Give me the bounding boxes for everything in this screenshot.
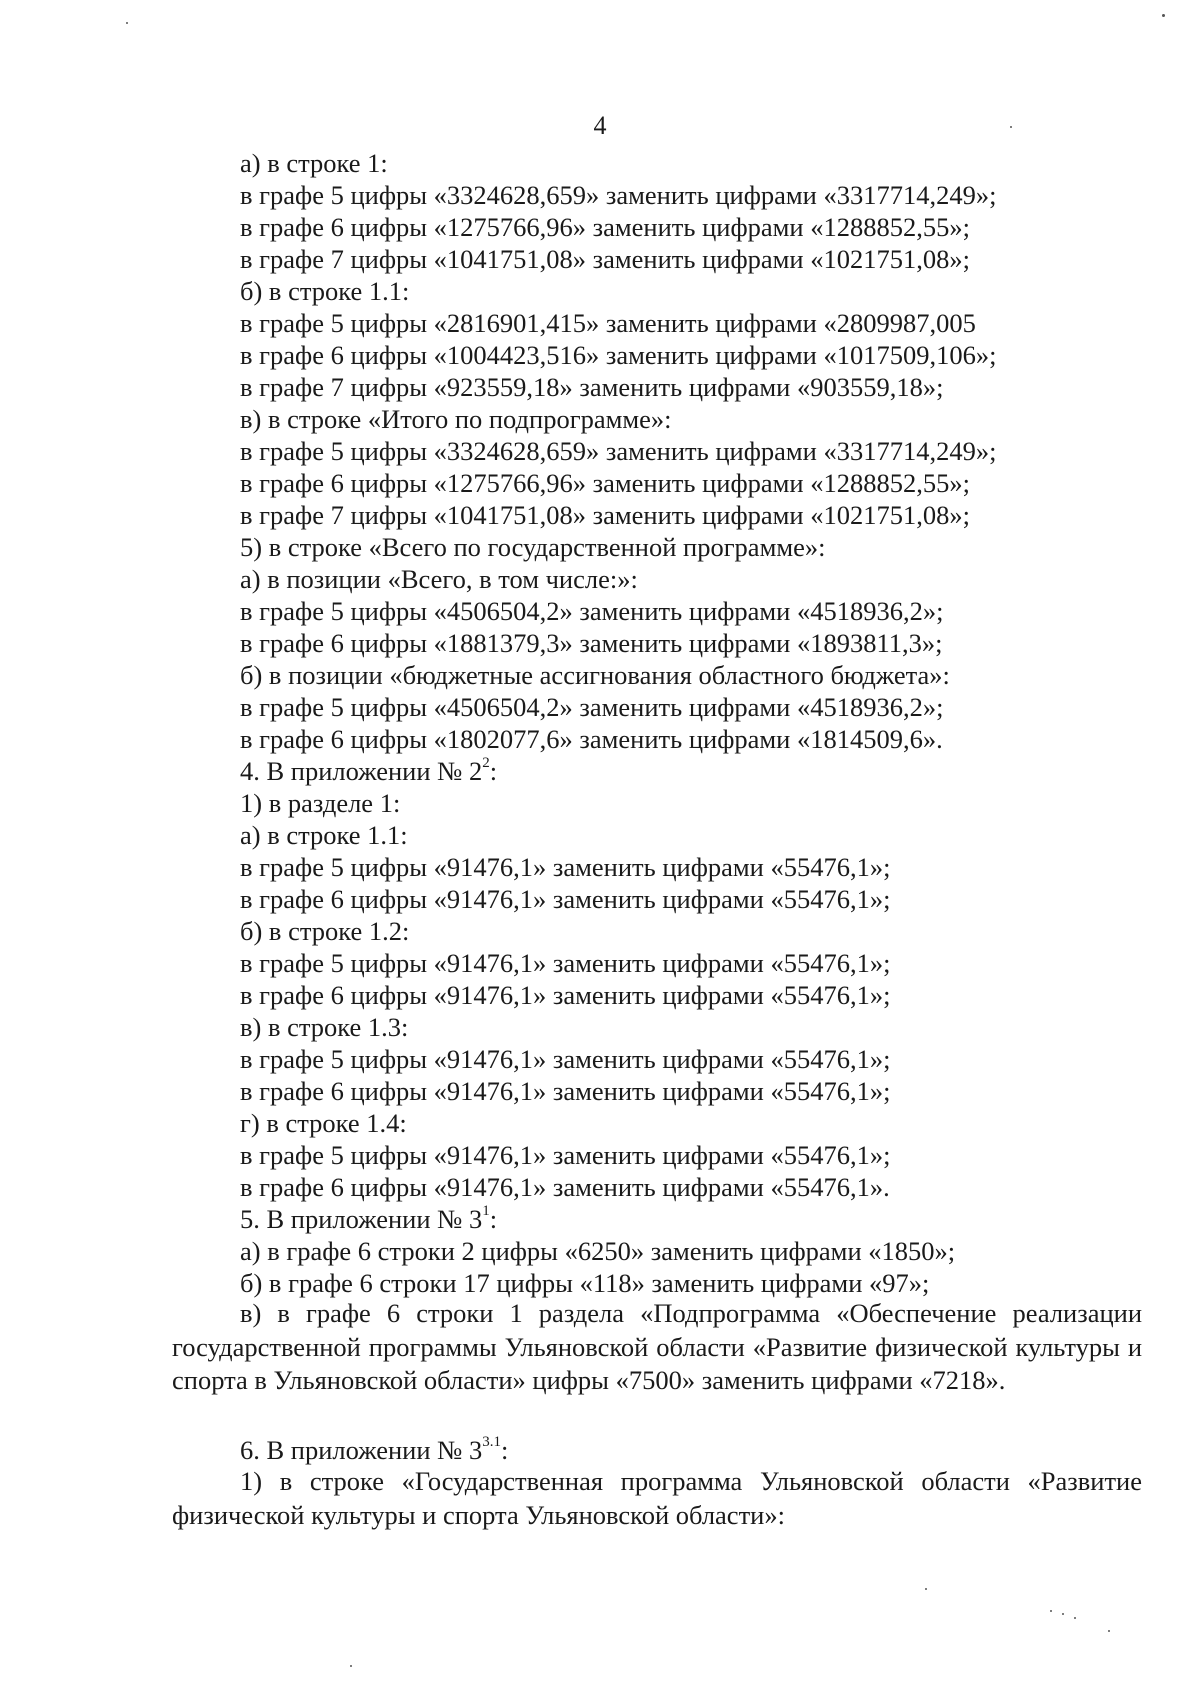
page-number: 4: [593, 111, 607, 140]
appendix-3-1-text: 6. В приложении № 3: [240, 1435, 483, 1465]
scan-speck: [1062, 1613, 1064, 1615]
text-line: а) в позиции «Всего, в том числе:»:: [240, 564, 638, 594]
colon: :: [489, 756, 498, 786]
appendix-2-line: [240, 755, 497, 787]
text-line: в графе 6 цифры «91476,1» заменить цифрами «55476,1».: [240, 1172, 890, 1202]
text-line: в графе 6 цифры «1275766,96» заменить цифрами «1288852,55»;: [240, 212, 970, 242]
text-line: в графе 6 цифры «91476,1» заменить цифрами «55476,1»;: [240, 884, 891, 914]
text-line: б) в строке 1.1:: [240, 276, 410, 306]
text-line: г) в строке 1.4:: [240, 1108, 407, 1138]
text-line: 5) в строке «Всего по государственной программе»:: [240, 532, 826, 562]
text-line: в графе 7 цифры «923559,18» заменить цифрами «903559,18»;: [240, 372, 944, 402]
text-line: в графе 6 цифры «1802077,6» заменить цифрами «1814509,6».: [240, 724, 943, 754]
scan-speck: [1050, 1610, 1052, 1612]
text-line: в графе 5 цифры «3324628,659» заменить цифрами «3317714,249»;: [240, 180, 997, 210]
text-line: в графе 5 цифры «91476,1» заменить цифрами «55476,1»;: [240, 1140, 891, 1170]
text-line: в графе 6 цифры «1004423,516» заменить цифрами «1017509,106»;: [240, 340, 997, 370]
scan-speck: [1108, 1630, 1110, 1632]
appendix-3-1-line: [240, 1434, 508, 1466]
text-line: б) в позиции «бюджетные ассигнования областного бюджета»:: [240, 660, 950, 690]
text-line: в графе 6 цифры «1881379,3» заменить цифрами «1893811,3»;: [240, 628, 943, 658]
text-line: 1) в разделе 1:: [240, 788, 401, 818]
scan-speck: [350, 1665, 352, 1667]
scan-speck: [1074, 1617, 1076, 1619]
superscript: 2: [482, 755, 490, 772]
appendix-3-line: [240, 1203, 497, 1235]
scan-speck: [126, 22, 128, 24]
text-line: в) в строке 1.3:: [240, 1012, 409, 1042]
text-line: в графе 7 цифры «1041751,08» заменить цифрами «1021751,08»;: [240, 500, 970, 530]
scan-speck: [1162, 14, 1165, 17]
text-line: а) в строке 1.1:: [240, 820, 408, 850]
superscript: 1: [482, 1203, 490, 1220]
text-line: в графе 5 цифры «4506504,2» заменить цифрами «4518936,2»;: [240, 692, 944, 722]
text-line: в графе 6 цифры «91476,1» заменить цифрами «55476,1»;: [240, 980, 891, 1010]
text-line: в графе 5 цифры «91476,1» заменить цифрами «55476,1»;: [240, 948, 891, 978]
text-line: б) в строке 1.2:: [240, 916, 410, 946]
colon: :: [489, 1204, 498, 1234]
text-line: в графе 5 цифры «91476,1» заменить цифрами «55476,1»;: [240, 852, 891, 882]
scan-speck: [925, 1588, 927, 1590]
text-line: в графе 6 цифры «91476,1» заменить цифрами «55476,1»;: [240, 1076, 891, 1106]
text-line: в графе 6 цифры «1275766,96» заменить цифрами «1288852,55»;: [240, 468, 970, 498]
text-line: в графе 5 цифры «91476,1» заменить цифрами «55476,1»;: [240, 1044, 891, 1074]
text-line: в графе 5 цифры «4506504,2» заменить цифрами «4518936,2»;: [240, 596, 944, 626]
colon: :: [501, 1435, 509, 1465]
text-line: в графе 5 цифры «3324628,659» заменить цифрами «3317714,249»;: [240, 436, 997, 466]
scan-speck: [1010, 126, 1012, 128]
appendix-2-text: 4. В приложении № 2: [240, 756, 483, 786]
appendix-3-text: 5. В приложении № 3: [240, 1204, 483, 1234]
paragraph-v: в) в графе 6 строки 1 раздела «Подпрограмма «Обеспечение реализации государственной программы Ульяновской области «Развитие физической культуры и спорта в Ульяновской области» цифры «7500» заменить цифрами «7218».: [172, 1298, 1142, 1395]
text-line: в графе 7 цифры «1041751,08» заменить цифрами «1021751,08»;: [240, 244, 970, 274]
text-line: в) в строке «Итого по подпрограмме»:: [240, 404, 672, 434]
text-line: а) в графе 6 строки 2 цифры «6250» заменить цифрами «1850»;: [240, 1236, 956, 1266]
text-line: б) в графе 6 строки 17 цифры «118» заменить цифрами «97»;: [240, 1268, 930, 1298]
text-line: в графе 5 цифры «2816901,415» заменить цифрами «2809987,005: [240, 308, 976, 338]
superscript: 3.1: [482, 1434, 502, 1451]
text-line: а) в строке 1:: [240, 148, 388, 178]
paragraph-1: 1) в строке «Государственная программа Ульяновской области «Развитие физической культуры и спорта Ульяновской области»:: [172, 1466, 1142, 1530]
